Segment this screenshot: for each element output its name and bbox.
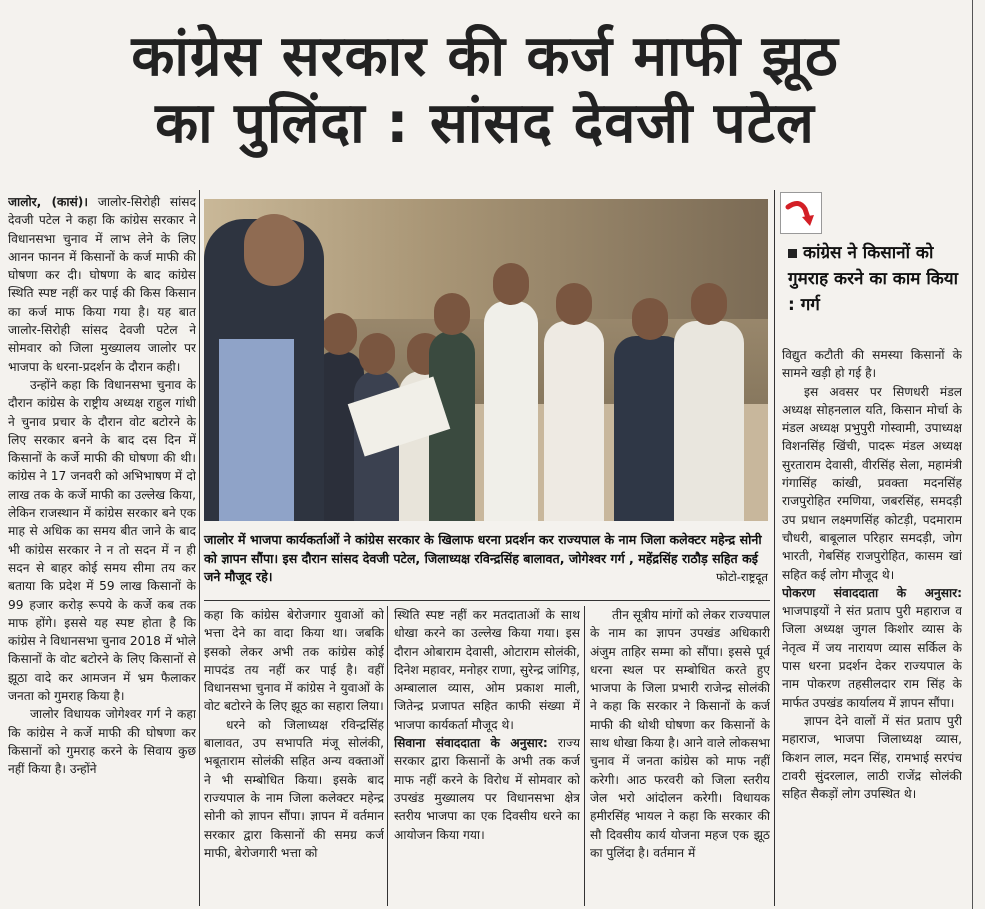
caption-text: जालोर में भाजपा कार्यकर्ताओं ने कांग्रेस सरकार के खिलाफ धरना प्रदर्शन कर राज्यपाल के नाम जिला कलेक्टर महेन्द्र सोनी को ज्ञापन सौंपा। इस दौरान सांसद देवजी पटेल, जिलाध्यक्ष रविन्द्रसिंह बालावत, जोगेश्वर गर्ग , महेंद्रसिंह राठौड़ सहित कई जने मौजूद रहे। [204, 532, 762, 584]
news-photo [204, 199, 768, 521]
siwana-byline: सिवाना संवाददाता के अनुसार: [394, 736, 548, 751]
pokaran-byline: पोकरण संवाददाता के अनुसार: [782, 585, 962, 600]
col1-paragraph-3: जालोर विधायक जोगेश्वर गर्ग ने कहा कि कांग्रेस ने कर्जे माफी की घोषणा कर किसानों को गुमराह करने के सिवाय कुछ नहीं किया है। उन्होंने [8, 707, 196, 777]
highlight-quote-text: कांग्रेस ने किसानों को गुमराह करने का काम किया : गर्ग [788, 243, 959, 315]
headline [0, 24, 970, 156]
article-column-3 [394, 606, 580, 906]
page-edge-rule [972, 0, 973, 909]
col2-paragraph-2: धरने को जिलाध्यक्ष रविन्द्रसिंह बालावत, उप सभापति मंजू सोलंकी, भबूताराम सोलंकी सहित अन्य वक्ताओं ने भी सम्बोधित किया। इसके बाद राज्यपाल के नाम जिला कलेक्टर महेन्द्र सोनी को ज्ञापन सौंपा। ज्ञापन में वर्तमान सरकार द्वारा किसानों की समग्र कर्ज माफी, बेरोजगारी भत्ता को [204, 717, 384, 860]
article-column-5 [782, 346, 962, 906]
col4-paragraph-1: तीन सूत्रीय मांगों को लेकर राज्यपाल के नाम का ज्ञापन उपखंड अधिकारी अंजुम ताहिर सम्मा को सौंपा। इससे पूर्व धरना स्थल पर सम्बोधित करते हुए भाजपा के जिला प्रभारी राजेन्द्र सोलंकी ने कहा कि सरकार ने किसानों के कर्ज माफी की थोथी घोषणा कर किसानों के साथ धोखा किया है। आने वाले लोकसभा चुनाव में जनता कांग्रेस को माफ नहीं करेगी। आठ फरवरी को जिला स्तरीय जेल भरो आंदोलन करेगी। विधायक हमीरसिंह भायल ने कहा कि सरकार की सौ दिवसीय कार्य योजना महज एक झूठ का पुलिंदा है। वर्तमान में [590, 608, 770, 860]
col2-paragraph-1: कहा कि कांग्रेस बेरोजगार युवाओं को भत्ता देने का वादा किया था। जबकि इसको लेकर अभी तक कांग्रेस कोई मापदंड तय नहीं कर पाई है। वहीं विधानसभा चुनाव में कांग्रेस ने युवाओं के वोट बटोरने के लिए झूठ का सहारा लिया। [204, 608, 384, 714]
photo-credit: फोटो-राष्ट्रदूत [716, 570, 768, 584]
col5-paragraph-2: इस अवसर पर सिणधरी मंडल अध्यक्ष सोहनलाल यति, किसान मोर्चा के मंडल अध्यक्ष प्रभुपुरी गोस्वामी, उपाध्यक्ष विशनसिंह खिंची, पादरू मंडल अध्यक्ष सुरताराम देवासी, वीरसिंह सेला, महामंत्री गंगासिंह कांखी, प्रवक्ता मदनसिंह राजपुरोहित रमणिया, जबरसिंह, समदड़ी उप प्रधान लक्ष्मणसिंह कोटड़ी, पदमाराम चौधरी, बाबूलाल परिहार समदड़ी, जोग भारती, गेबसिंह राजपुरोहित, कासम खां सहित कई लोग मौजूद थे। [782, 384, 962, 582]
photo-caption [204, 531, 768, 587]
arrow-icon [780, 192, 822, 234]
bullet-icon [788, 249, 797, 258]
col3-paragraph-2: राज्य सरकार द्वारा किसानों के अभी तक कर्ज माफ नहीं करने के विरोध में सोमवार को उपखंड मुख्यालय पर विधानसभा क्षेत्र स्तरीय भाजपा का एक दिवसीय धरने का आयोजन किया गया। [394, 736, 580, 842]
col5-paragraph-4: ज्ञापन देने वालों में संत प्रताप पुरी महाराज, भाजपा जिलाध्यक्ष व्यास, किशन लाल, मदन सिंह, रामभाई सरपंच टावरी सुंदरलाल, लाठी राजेंद्र सोलंकी सहित सैकड़ों लोग उपस्थित थे। [782, 713, 962, 802]
col5-paragraph-3: भाजपाइयों ने संत प्रताप पुरी महाराज व जिला अध्यक्ष जुगल किशोर व्यास के नेतृत्व में जय नारायण व्यास सर्किल के पास धरना प्रदर्शन देकर राज्यपाल के नाम पोकरण तहसीलदार राम सिंह के मार्फत उपखंड कार्यालय में ज्ञापन सौंपा। [782, 604, 962, 710]
col1-paragraph-2: उन्होंने कहा कि विधानसभा चुनाव के दौरान कांग्रेस के राष्ट्रीय अध्यक्ष राहुल गांधी ने चुनाव प्रचार के दौरान वोट बटोरने के लिए सरकार बनने के बाद दस दिन में किसानों के कर्जे माफी की घोषणा की थी। कांग्रेस ने 17 जनवरी को अभिभाषण में दो लाख तक के कर्जे माफी का उल्लेख किया, लेकिन राजस्थान में कांग्रेस सरकार बने एक माह से अधिक का समय बीत जाने के बाद भी कांग्रेस सरकार ने न तो सदन में न ही सदन से बाहर कोई समय सीमा तय कर बताया कि प्रदेश में 59 लाख किसानों के 99 हजार करोड़ रूपये के कर्जे कब तक माफ होंगे। इससे यह स्पष्ट होता है कि कांग्रेस ने विधानसभा चुनाव 2018 में भोले किसानों के वोट बटोरने के लिए किसानों से झूठा वादे कर आमजन में भ्रम फैलाकर जनता को गुमराह किया है। [8, 377, 196, 704]
column-rule-right [774, 190, 775, 906]
column-rule-left [199, 190, 200, 906]
article-column-4 [590, 606, 770, 906]
dateline: जालोर, (कासं)। [8, 195, 88, 209]
col1-paragraph-1: जालोर-सिरोही सांसद देवजी पटेल ने कहा कि कांग्रेस सरकार ने विधानसभा चुनाव में लाभ लेने के लिए आनन फानन में किसानों के कर्ज माफी की घोषणा कर दी। घोषणा के बाद कांग्रेस स्थिति स्पष्ट नहीं कर पाई की किस किसान का कर्ज माफ किया गया है। यह बात जालोर-सिरोही सांसद देवजी पटेल ने सोमवार को जिला मुख्यालय जालोर पर भाजपा के धरना-प्रदर्शन के दौरान कही। [8, 195, 196, 374]
col5-paragraph-1: विद्युत कटौती की समस्या किसानों के सामने खड़ी हो गई है। [782, 348, 962, 381]
article-column-1 [8, 193, 196, 905]
headline-line-1: कांग्रेस सरकार की कर्ज माफी झूठ [131, 24, 839, 89]
highlight-quote [788, 240, 968, 318]
column-rule-2 [387, 606, 388, 906]
column-rule-3 [584, 606, 585, 906]
article-column-2 [204, 606, 384, 906]
headline-line-2: का पुलिंदा : सांसद देवजी पटेल [155, 90, 815, 156]
caption-divider [204, 600, 770, 601]
col3-paragraph-1: स्थिति स्पष्ट नहीं कर मतदाताओं के साथ धोखा करने का उल्लेख किया गया। इस दौरान ओबाराम देवासी, ओटाराम सोलंकी, दिनेश महावर, मनोहर राणा, सुरेन्द्र जांगिड़, अम्बालाल व्यास, ओम प्रकाश माली, जितेन्द्र प्रजापत सहित काफी संख्या में भाजपा कार्यकर्ता मौजूद थे। [394, 608, 580, 732]
